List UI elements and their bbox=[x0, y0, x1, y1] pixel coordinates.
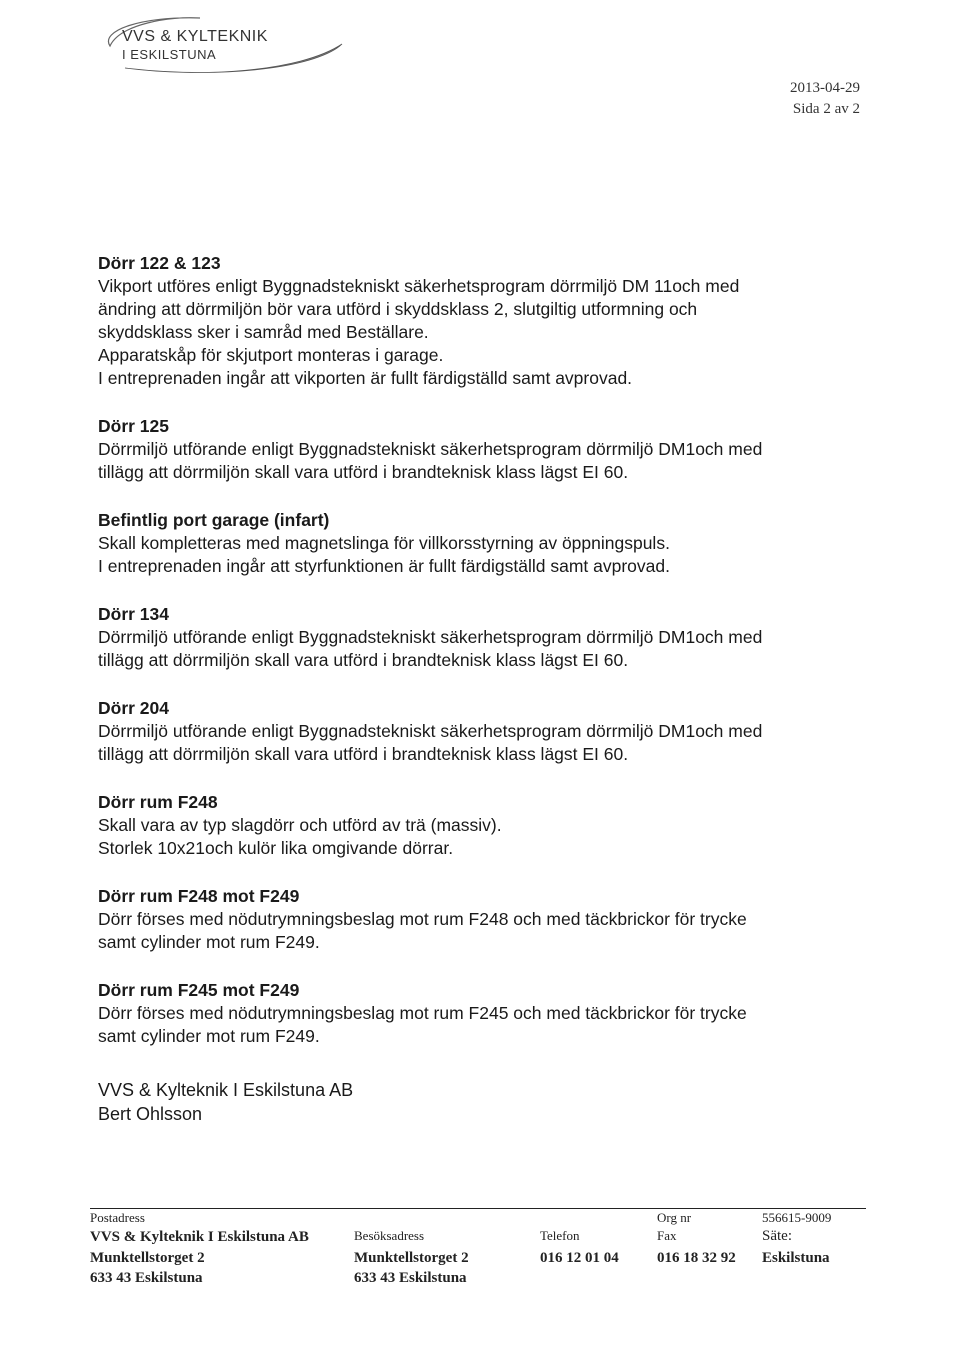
company-logo bbox=[80, 6, 380, 86]
section-text: Dörrmiljö utförande enligt Byggnadstekniskt säkerhetsprogram dörrmiljö DM1och med tillägg att dörrmiljön skall vara utförd i brandteknisk klass lägst EI 60. bbox=[98, 439, 763, 482]
footer-divider bbox=[90, 1208, 866, 1209]
footer-city: 633 43 Eskilstuna bbox=[90, 1270, 203, 1286]
section-dorr-122-123 bbox=[98, 252, 878, 390]
logo-line2: I ESKILSTUNA bbox=[122, 47, 217, 62]
section-title: Dörr 125 bbox=[98, 416, 170, 436]
section-dorr-134 bbox=[98, 603, 878, 672]
orgnr-label: Org nr bbox=[657, 1210, 692, 1225]
section-title: Dörr 122 & 123 bbox=[98, 253, 221, 273]
section-befintlig-port bbox=[98, 509, 878, 578]
signature-block bbox=[98, 1078, 353, 1126]
section-text: Dörr förses med nödutrymningsbeslag mot rum F245 och med täckbrickor för trycke samt cylinder mot rum F249. bbox=[98, 1003, 747, 1046]
fax-label: Fax bbox=[657, 1228, 677, 1243]
logo-line1: VVS & KYLTEKNIK bbox=[122, 28, 268, 45]
orgnr-value: 556615-9009 bbox=[762, 1210, 832, 1225]
visit-city: 633 43 Eskilstuna bbox=[354, 1270, 467, 1286]
section-text: Skall kompletteras med magnetslinga för villkorsstyrning av öppningspuls. I entreprenaden ingår att styrfunktionen är fullt färdigställd samt avprovad. bbox=[98, 533, 670, 576]
section-text: Vikport utföres enligt Byggnadstekniskt säkerhetsprogram dörrmiljö DM 11och med ändring att dörrmiljön bör vara utförd i skyddsklass 2, slutgiltig utformning och skyddsklass sker i samråd med Beställare. Apparatskåp för skjutport monteras i garage. I entreprenaden ingår att vikporten är fullt färdigställd samt avprovad. bbox=[98, 276, 740, 388]
postadress-label: Postadress bbox=[90, 1210, 145, 1225]
section-dorr-125 bbox=[98, 415, 878, 484]
section-title: Befintlig port garage (infart) bbox=[98, 510, 330, 530]
section-title: Dörr 134 bbox=[98, 604, 170, 624]
section-dorr-204 bbox=[98, 697, 878, 766]
section-title: Dörr rum F245 mot F249 bbox=[98, 980, 300, 1000]
fax-number: 016 18 32 92 bbox=[657, 1250, 736, 1266]
telefon-label: Telefon bbox=[540, 1228, 580, 1243]
document-date: 2013-04-29 bbox=[790, 80, 860, 96]
besoksadress-label: Besöksadress bbox=[354, 1228, 425, 1243]
section-dorr-f248-f249 bbox=[98, 885, 878, 954]
section-text: Dörrmiljö utförande enligt Byggnadstekniskt säkerhetsprogram dörrmiljö DM1och med tillägg att dörrmiljön skall vara utförd i brandteknisk klass lägst EI 60. bbox=[98, 721, 763, 764]
section-dorr-f248 bbox=[98, 791, 878, 860]
visit-street: Munktellstorget 2 bbox=[354, 1250, 469, 1266]
signature-name: Bert Ohlsson bbox=[98, 1104, 203, 1124]
section-text: Skall vara av typ slagdörr och utförd av trä (massiv). Storlek 10x21och kulör lika omgivande dörrar. bbox=[98, 815, 502, 858]
section-title: Dörr rum F248 bbox=[98, 792, 218, 812]
footer-company: VVS & Kylteknik I Eskilstuna AB bbox=[90, 1229, 309, 1245]
section-title: Dörr rum F248 mot F249 bbox=[98, 886, 300, 906]
section-title: Dörr 204 bbox=[98, 698, 170, 718]
section-text: Dörrmiljö utförande enligt Byggnadstekniskt säkerhetsprogram dörrmiljö DM1och med tillägg att dörrmiljön skall vara utförd i brandteknisk klass lägst EI 60. bbox=[98, 627, 763, 670]
letterhead-footer bbox=[0, 1210, 960, 1310]
sate-label: Säte: bbox=[762, 1228, 792, 1244]
logo-swoosh-icon bbox=[80, 6, 380, 86]
page-number: Sida 2 av 2 bbox=[792, 101, 860, 117]
signature-company: VVS & Kylteknik I Eskilstuna AB bbox=[98, 1080, 354, 1100]
footer-street: Munktellstorget 2 bbox=[90, 1250, 205, 1266]
section-text: Dörr förses med nödutrymningsbeslag mot rum F248 och med täckbrickor för trycke samt cylinder mot rum F249. bbox=[98, 909, 747, 952]
sate-value: Eskilstuna bbox=[762, 1250, 830, 1266]
telefon-number: 016 12 01 04 bbox=[540, 1250, 619, 1266]
document-meta bbox=[790, 78, 860, 120]
document-body bbox=[98, 252, 878, 1073]
section-dorr-f245-f249 bbox=[98, 979, 878, 1048]
